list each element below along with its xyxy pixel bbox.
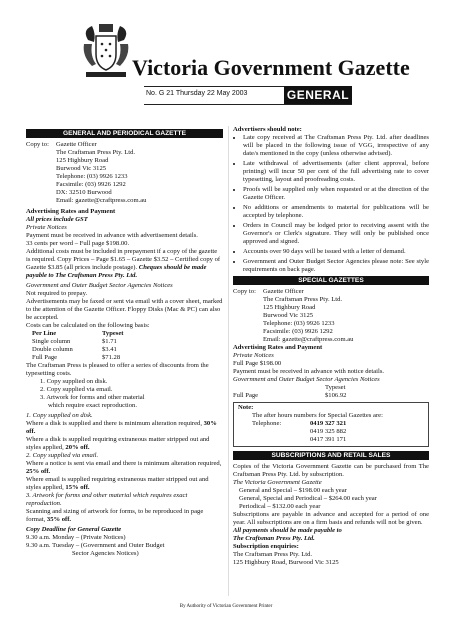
rates-row: [26, 346, 223, 354]
note-text: The after hours numbers for Special Gazettes are:: [252, 412, 383, 419]
paragraph: The Craftsman Press is pleased to offer a series of discounts from the typesetting costs.: [26, 362, 209, 377]
column-divider: [228, 126, 229, 596]
deadline-heading: Copy Deadline for General Gazette: [26, 526, 122, 533]
list-item: • Proofs will be supplied only when requested or at the direction of the Gazette Officer.: [243, 186, 429, 202]
general-badge: GENERAL: [284, 86, 352, 104]
address-line: The Craftsman Press Pty. Ltd.: [263, 296, 343, 303]
discount-pct: 15% off.: [65, 484, 90, 491]
paragraph: Payment must be received in advance with notice details.: [233, 368, 385, 375]
private-notices-label: Private Notices: [233, 352, 274, 359]
address-line: The Craftsman Press Pty. Ltd.: [56, 149, 136, 156]
rate-label: Double column: [32, 346, 73, 353]
list-item: • Late withdrawal of advertisements (after client approval, before printing) will incur 50 per cent of the full advertising rate to cover typesetting, layout and proofreading costs.: [243, 160, 429, 184]
paragraph: Not required to prepay.: [26, 290, 88, 297]
email-line: Email: gazette@craftpress.com.au: [263, 336, 354, 343]
payable-note: The Craftsman Press Pty. Ltd.: [233, 535, 315, 542]
discount-text: Where a disk is supplied requiring extraneous matter stripped out and styles applied,: [26, 436, 210, 451]
gazette-title: Victoria Government Gazette: [132, 55, 410, 80]
option-item: 1. Copy supplied on disk.: [40, 378, 108, 385]
rates-col-typeset: Typeset: [102, 330, 124, 337]
address-line: DX: 32510 Burwood: [56, 189, 112, 196]
paragraph: 33 cents per word – Full page $198.00.: [26, 240, 130, 247]
enquiries-line: The Craftsman Press Pty. Ltd.: [233, 551, 313, 558]
phone-row: [238, 420, 424, 428]
deadline-line: 9.30 a.m. Monday – (Private Notices): [26, 534, 126, 541]
note-label: Note:: [238, 404, 254, 411]
subscription-rate: General and Special – $198.00 each year: [239, 487, 347, 494]
vgg-label: The Victoria Government Gazette: [233, 479, 322, 486]
rate-value: $71.28: [102, 354, 121, 361]
rates-row: [26, 338, 223, 346]
phone-row: [238, 428, 424, 436]
list-item: • Late copy received at The Craftsman Press Pty. Ltd. after deadlines will be placed in the following issue of VGG, irrespective of any date/s mentioned in the copy (unless otherwise advised).: [243, 134, 429, 158]
paragraph: Copies of the Victoria Government Gazette can be purchased from The Craftsman Press Pty. Ltd. by subscription.: [233, 463, 429, 478]
address-line: 125 Highbury Road: [56, 157, 109, 164]
right-column: [233, 126, 429, 567]
rate-label: Full Page: [32, 354, 58, 361]
left-column: [26, 128, 223, 558]
private-notices-label: Private Notices: [26, 224, 67, 231]
address-line: Burwood Vic 3125: [56, 165, 107, 172]
rates-row: [26, 354, 223, 362]
list-item: • No additions or amendments to material for publications will be accepted by telephone.: [243, 204, 429, 220]
rate-label: Single column: [32, 338, 71, 345]
masthead: [78, 22, 408, 120]
list-item: • Orders in Council may be lodged prior to receiving assent with the Governor's or Clerk's signature. They will only be published once approved and signed.: [243, 222, 429, 246]
footer-authority: By Authority of Victorian Government Printer: [179, 604, 273, 609]
copy-to-label: Copy to:: [26, 141, 49, 148]
full-page-value: $106.92: [325, 392, 347, 399]
issue-line: No. G 21 Thursday 22 May 2003: [146, 90, 248, 97]
paragraph: Advertisements may be faxed or sent via email with a cover sheet, marked to the attention of the Gazette Officer. Floppy Disks (Mac & PC) can also be accepted.: [26, 298, 223, 321]
address-line: Facsimile: (03) 9926 1292: [263, 328, 333, 335]
adv-rates-heading: Advertising Rates and Payment: [233, 344, 323, 351]
option-item: 3. Artwork for forms and other material: [40, 394, 145, 401]
paragraph: Additional costs must be included in prepayment if a copy of the gazette is required. Copy Prices – Page $1.65 – Gazette $3.52 – Certified copy of Gazette $3.85 (all prices include postage).: [26, 248, 221, 271]
phone-row: [238, 436, 424, 444]
subscription-rate: General, Special and Periodical – $264.00 each year: [239, 495, 377, 502]
discount-pct: 25% off.: [26, 468, 51, 475]
discount-text: Where a notice is sent via email and there is minimum alteration required,: [26, 460, 222, 467]
advertisers-notes-list: [233, 134, 429, 274]
phone-number: 0417 391 171: [310, 436, 347, 443]
cheques-note: Cheques should be made payable to The Craftsman Press Pty. Ltd.: [26, 264, 207, 279]
deadline-line: Sector Agencies Notices): [72, 550, 139, 557]
copy-to-label: Copy to:: [233, 288, 256, 295]
phone-number: 0419 325 882: [310, 428, 347, 435]
list-item: • Accounts over 90 days will be issued with a letter of demand.: [243, 248, 429, 256]
paragraph: Subscriptions are payable in advance and accepted for a period of one year. All subscriptions are on a firm basis and refunds will not be given.: [233, 511, 429, 526]
address-line: Telephone: (03) 9926 1233: [263, 320, 335, 327]
coat-of-arms-icon: [78, 22, 134, 82]
enquiries-label: Subscription enquiries:: [233, 543, 299, 550]
discount-text: Where a disk is supplied and there is minimum alteration required,: [26, 420, 202, 427]
address-line: Gazette Officer: [263, 288, 304, 295]
list-item: • Government and Outer Budget Sector Agencies please note: See style requirements on back page.: [243, 258, 429, 274]
rate-value: $1.71: [102, 338, 117, 345]
discount-pct: 30% off.: [26, 420, 217, 435]
rate-value: $3.41: [102, 346, 117, 353]
discount-heading: 2. Copy supplied via email.: [26, 452, 99, 459]
special-gazettes-heading: SPECIAL GAZETTES: [233, 276, 429, 285]
option-item: which require exact reproduction.: [48, 402, 137, 409]
typeset-label: Typeset: [325, 384, 346, 391]
option-item: 2. Copy supplied via email.: [40, 386, 113, 393]
address-line: 125 Highbury Road: [263, 304, 316, 311]
paragraph: Full Page $198.00: [233, 360, 282, 367]
address-line: Burwood Vic 3125: [263, 312, 314, 319]
deadline-line: 9.30 a.m. Tuesday – (Government and Outer Budget: [26, 542, 165, 549]
after-hours-note: [233, 402, 429, 447]
address-line: Gazette Officer: [56, 141, 97, 148]
gst-note: All prices include GST: [26, 216, 88, 223]
enquiries-line: 125 Highbury Road, Burwood Vic 3125: [233, 559, 339, 566]
payable-note: All payments should be made payable to: [233, 527, 342, 534]
discount-pct: 20% off.: [65, 444, 90, 451]
general-periodical-heading: GENERAL AND PERIODICAL GAZETTE: [26, 129, 223, 138]
address-line: Facsimile: (03) 9926 1292: [56, 181, 126, 188]
paragraph: Costs can be calculated on the following basis:: [26, 322, 150, 329]
subscription-rate: Periodical – $132.00 each year: [239, 503, 321, 510]
discount-heading: 1. Copy supplied on disk.: [26, 412, 93, 419]
discount-text: Where email is supplied requiring extraneous matter stripped out and styles applied,: [26, 476, 209, 491]
full-page-label: Full Page: [233, 392, 259, 399]
adv-rates-heading: Advertising Rates and Payment: [26, 208, 116, 215]
rates-header: [26, 330, 223, 338]
phone-number: 0419 327 321: [310, 420, 347, 427]
copy-to-block: [233, 288, 429, 344]
advertisers-note-heading: Advertisers should note:: [233, 126, 302, 133]
copy-to-block: [26, 141, 223, 205]
telephone-label: Telephone:: [252, 420, 282, 427]
discount-heading: 3. Artwork for forms and other material which requires exact reproduction.: [26, 492, 188, 507]
email-line: Email: gazette@craftpress.com.au: [56, 197, 147, 204]
bottom-rule: [144, 104, 352, 105]
subscriptions-heading: SUBSCRIPTIONS AND RETAIL SALES: [233, 451, 429, 460]
discount-text: Scanning and sizing of artwork for forms, to be reproduced in page format,: [26, 508, 204, 523]
paragraph: Payment must be received in advance with advertisement details.: [26, 232, 198, 239]
full-page-row: [233, 392, 429, 400]
address-line: Telephone: (03) 9926 1233: [56, 173, 128, 180]
gov-agencies-label: Government and Outer Budget Sector Agencies Notices: [233, 376, 380, 383]
gov-agencies-label: Government and Outer Budget Sector Agencies Notices: [26, 282, 173, 289]
rates-col-label: Per Line: [32, 330, 57, 337]
discount-pct: 35% off.: [46, 516, 72, 523]
